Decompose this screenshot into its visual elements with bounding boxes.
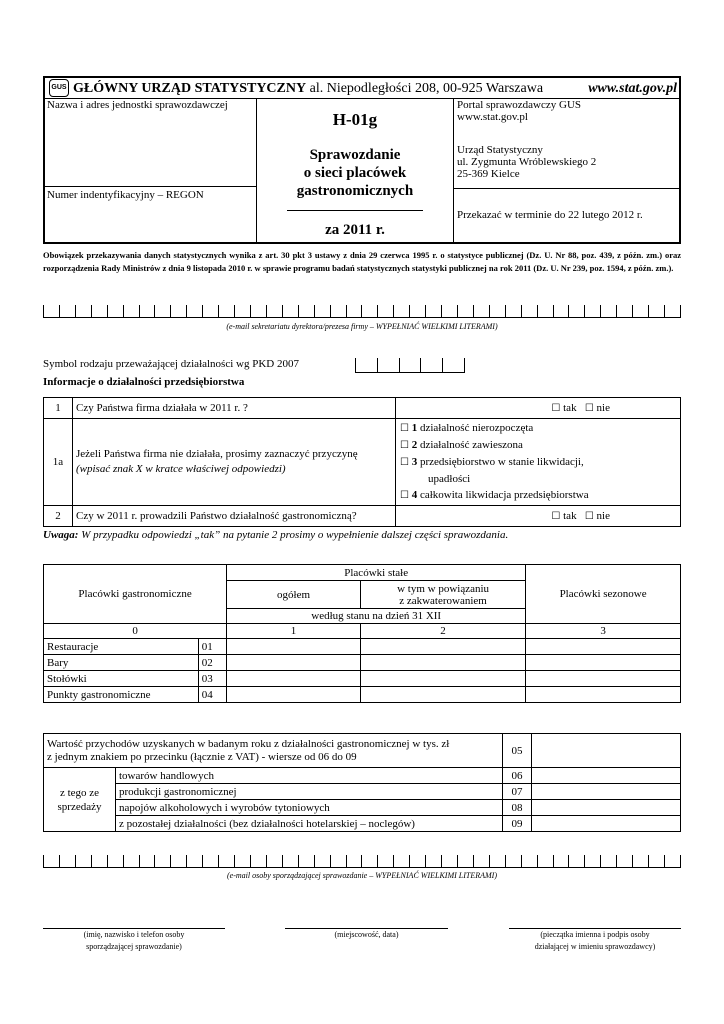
question-text: Czy Państwa firma działała w 2011 r. ? [73,398,396,419]
office-street: ul. Zygmunta Wróblewskiego 2 [457,156,597,168]
person-email-note: (e-mail osoby sporządzającej sprawozdanie – WYPEŁNIAĆ WIELKIMI LITERAMI) [227,871,497,880]
question-number: 1a [44,419,73,506]
office-name: Urząd Statystyczny [457,144,543,156]
table-row [44,784,681,800]
checkbox-icon[interactable]: ☐ [584,403,594,414]
question-row [44,398,681,419]
table-row [44,671,681,687]
office-panel [453,98,680,242]
input-cell[interactable] [227,671,361,687]
portal-url[interactable]: www.stat.gov.pl [457,111,528,123]
input-cell[interactable] [526,671,681,687]
questions-table [43,397,681,527]
unit-panel [45,98,257,242]
option-number: 1 [411,422,418,434]
question-text: Czy w 2011 r. prowadzili Państwo działalność gastronomiczną? [73,506,396,527]
pkd-code-field[interactable] [355,358,465,373]
signature-caption: (imię, nazwisko i telefon osoby [83,930,185,939]
question-text: Jeżeli Państwa firma nie działała, prosimy zaznaczyć przyczynę [76,448,358,460]
legal-basis-text: Obowiązek przekazywania danych statystycznych wynika z art. 30 pkt 3 ustawy z dnia 29 czerwca 1995 r. o statystyce publicznej (Dz. U. Nr 88, poz. 439, z późn. zm.) oraz rozporządzenia Rady Ministrów z dnia 9 listopada 2010 r. w sprawie programu badań statystycznych statystyki publicznej na rok 2011 (Dz. U. Nr 239, poz. 1594, z późn. zm.). [43,250,681,273]
question-row [44,506,681,527]
signature-caption: (miejscowość, data) [334,930,399,939]
gus-logo: GUS [49,79,69,97]
warning-note [43,529,508,541]
input-cell[interactable] [360,655,525,671]
col-header-total: ogółem [227,581,361,609]
question-hint: (wpisać znak X w kratce właściwej odpowiedzi) [76,463,286,475]
yes-label: tak [563,402,577,414]
answer-cell [396,398,681,419]
table-row [44,734,681,768]
row-code: 08 [503,800,532,816]
input-cell[interactable] [526,687,681,703]
input-cell[interactable] [360,639,525,655]
table-row [44,687,681,703]
input-cell[interactable] [532,800,681,816]
no-label: nie [596,510,610,522]
question-number: 2 [44,506,73,527]
row-label: Bary [44,655,199,671]
form-title-line2: o sieci placówek [303,165,407,181]
input-cell[interactable] [227,655,361,671]
revenue-label-2: z jednym znakiem po przecinku (łącznie z VAT) - wiersze od 06 do 09 [47,750,357,763]
signature-caption: (pieczątka imienna i podpis osoby [540,930,650,939]
row-code: 02 [198,655,226,671]
option-number: 3 [411,456,418,468]
col-header-hotel-2: z zakwaterowaniem [399,594,487,607]
director-email-note: (e-mail sekretariatu dyrektora/prezesa firmy – WYPEŁNIAĆ WIELKIMI LITERAMI) [226,322,498,331]
unit-label: Nazwa i adres jednostki sprawozdawczej [47,99,228,111]
input-cell[interactable] [526,655,681,671]
signature-preparer[interactable] [43,928,225,953]
input-cell[interactable] [532,784,681,800]
signature-caption: działającej w imieniu sprawozdawcy) [534,942,656,951]
row-code: 05 [503,734,532,768]
reason-options [396,419,681,506]
input-cell[interactable] [532,768,681,784]
col-index: 0 [44,624,227,639]
input-cell[interactable] [227,687,361,703]
option-label: działalność nierozpoczęta [419,422,534,434]
col-index: 3 [526,624,681,639]
row-label: Punkty gastronomiczne [44,687,199,703]
portal-name: Portal sprawozdawczy GUS [457,99,582,111]
option-label: działalność zawieszona [419,439,523,451]
input-cell[interactable] [227,639,361,655]
option-number: 4 [411,489,418,501]
option-number: 2 [411,439,418,451]
form-year: za 2011 r. [325,222,385,238]
col-header-hotel-1: w tym w powiązaniu [397,582,490,595]
input-cell[interactable] [360,687,525,703]
form-header [43,76,681,244]
website-link[interactable]: www.stat.gov.pl [588,81,677,96]
revenue-label-1: Wartość przychodów uzyskanych w badanym roku z działalności gastronomicznej w tys. zł [47,737,450,750]
row-label: z pozostałej działalności (bez działalności hotelarskiej – noclegów) [116,816,503,832]
of-which-label-2: sprzedaży [57,800,102,813]
form-title-line1: Sprawozdanie [309,147,401,163]
checkbox-icon[interactable]: ☐ [400,490,409,501]
office-city: 25-369 Kielce [457,168,520,180]
form-title-line3: gastronomicznych [296,183,414,199]
input-cell[interactable] [526,639,681,655]
col-header-state: według stanu na dzień 31 XII [227,609,526,624]
form-title-panel [257,98,453,242]
col-header-outlets: Placówki gastronomiczne [44,565,227,624]
header-title-bar [45,78,679,99]
col-index: 2 [360,624,525,639]
checkbox-icon[interactable]: ☐ [400,440,409,451]
checkbox-icon[interactable]: ☐ [551,403,561,414]
regon-label: Numer indentyfikacyjny – REGON [47,189,204,201]
signature-caption: sporządzającej sprawozdanie) [86,942,182,951]
col-header-fixed: Placówki stałe [227,565,526,581]
row-code: 04 [198,687,226,703]
option-label-cont: upadłości [428,473,471,485]
checkbox-icon[interactable]: ☐ [551,511,561,522]
row-label: produkcji gastronomicznej [116,784,503,800]
option-label: przedsiębiorstwo w stanie likwidacji, [419,456,584,468]
input-cell[interactable] [532,734,681,768]
of-which-label-1: z tego ze [59,786,100,799]
table-row [44,816,681,832]
question-number: 1 [44,398,73,419]
row-code: 07 [503,784,532,800]
row-code: 06 [503,768,532,784]
table-row [44,639,681,655]
row-code: 01 [198,639,226,655]
warning-label: Uwaga: [43,529,79,541]
info-heading: Informacje o działalności przedsiębiorstwa [43,376,245,388]
signature-representative[interactable] [509,928,681,953]
row-code: 03 [198,671,226,687]
col-index: 1 [227,624,361,639]
col-header-seasonal: Placówki sezonowe [526,565,681,624]
signature-place-date[interactable] [285,928,448,941]
revenue-table [43,733,681,832]
deadline-text: Przekazać w terminie do 22 lutego 2012 r. [457,209,643,221]
person-email-field[interactable] [43,855,681,868]
checkbox-icon[interactable]: ☐ [584,511,594,522]
table-row [44,768,681,784]
row-label: towarów handlowych [116,768,503,784]
checkbox-icon[interactable]: ☐ [400,423,409,434]
no-label: nie [596,402,610,414]
input-cell[interactable] [360,671,525,687]
row-label: Restauracje [44,639,199,655]
org-address: al. Niepodległości 208, 00-925 Warszawa [309,81,544,96]
option-label: całkowita likwidacja przedsiębiorstwa [419,489,589,501]
checkbox-icon[interactable]: ☐ [400,457,409,468]
warning-text: W przypadku odpowiedzi „tak” na pytanie 2 prosimy o wypełnienie dalszej części sprawozdania. [81,529,509,541]
director-email-field[interactable] [43,305,681,318]
table-row [44,800,681,816]
answer-cell [396,506,681,527]
input-cell[interactable] [532,816,681,832]
question-row [44,419,681,506]
row-label: Stołówki [44,671,199,687]
row-label: napojów alkoholowych i wyrobów tytoniowych [116,800,503,816]
pkd-label: Symbol rodzaju przeważającej działalności wg PKD 2007 [43,358,299,370]
outlets-table [43,564,681,703]
row-code: 09 [503,816,532,832]
yes-label: tak [563,510,577,522]
form-code: H-01g [332,110,378,129]
table-row [44,655,681,671]
org-name: GŁÓWNY URZĄD STATYSTYCZNY [73,81,307,96]
